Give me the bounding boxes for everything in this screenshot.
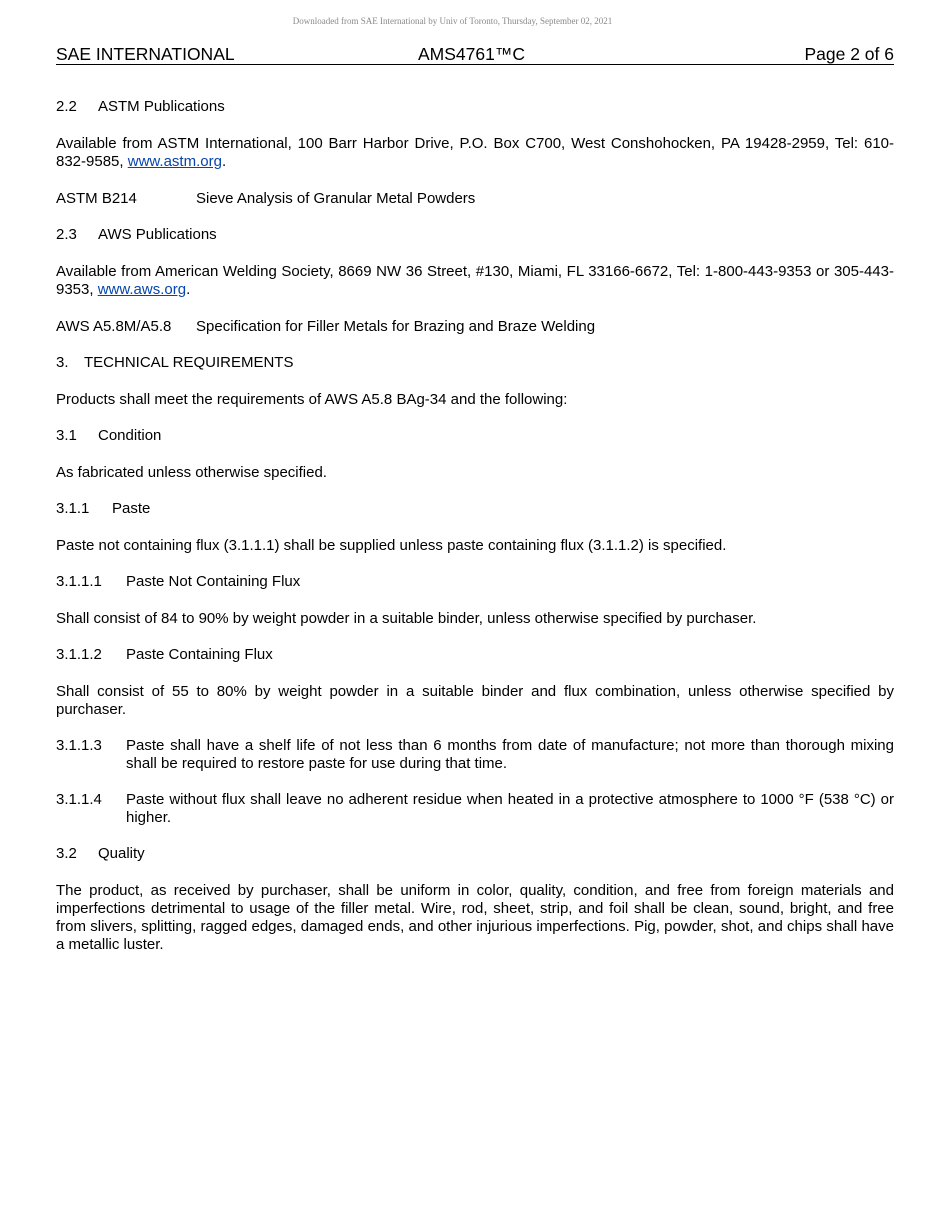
section-text: Paste shall have a shelf life of not less than 6 months from date of manufacture; not more than thorough mixing shall be required to restore paste for use during that time. — [126, 737, 894, 772]
section-number: 3.1.1.4 — [56, 791, 102, 808]
section-3-text: Products shall meet the requirements of AWS A5.8 BAg-34 and the following: — [56, 391, 568, 408]
section-title: AWS Publications — [98, 226, 217, 243]
astm-link[interactable]: www.astm.org — [127, 153, 222, 170]
page-header — [56, 44, 894, 65]
reference-aws-a5-8 — [56, 318, 894, 336]
section-number: 3. — [56, 354, 69, 371]
header-document-number: AMS4761™C — [418, 44, 525, 64]
astm-availability — [56, 135, 894, 171]
section-title: Paste Containing Flux — [126, 646, 273, 663]
availability-text: Available from American Welding Society, 8669 NW 36 Street, #130, Miami, FL 33166-6672, Tel: 1-800-443-9353 or 305-443-9353, — [56, 263, 894, 298]
section-title: Paste — [112, 500, 151, 517]
reference-code: ASTM B214 — [56, 190, 137, 207]
section-heading-3-2 — [56, 845, 894, 863]
section-number: 2.3 — [56, 226, 77, 243]
section-3-1-1-4 — [56, 791, 894, 827]
section-heading-3-1 — [56, 427, 894, 445]
section-heading-3-1-1-2 — [56, 646, 894, 664]
section-3-1-1-2-text: Shall consist of 55 to 80% by weight powder in a suitable binder and flux combination, unless otherwise specified by purchaser. — [56, 683, 894, 718]
section-title: Quality — [98, 845, 145, 862]
section-3-1-text: As fabricated unless otherwise specified. — [56, 464, 327, 481]
reference-astm-b214 — [56, 190, 894, 208]
reference-title: Sieve Analysis of Granular Metal Powders — [196, 190, 476, 207]
section-3-2-text: The product, as received by purchaser, shall be uniform in color, quality, condition, and free from foreign materials and imperfections detrimental to usage of the filler metal. Wire, rod, sheet, strip, and foil shall be clean, sound, bright, and free from slivers, splitting, ragged edges, damaged ends, and other injurious imperfections. Pig, powder, shot, and chips shall have a metallic luster. — [56, 882, 894, 953]
section-heading-3-1-1-1 — [56, 573, 894, 591]
section-number: 3.1.1 — [56, 500, 90, 517]
availability-text-end: . — [186, 281, 191, 298]
section-number: 3.1.1.1 — [56, 573, 102, 590]
section-title: Paste Not Containing Flux — [126, 573, 301, 590]
section-number: 2.2 — [56, 98, 77, 115]
document-body — [56, 98, 894, 954]
section-3-1-1-1-text: Shall consist of 84 to 90% by weight powder in a suitable binder, unless otherwise specified by purchaser. — [56, 610, 757, 627]
section-number: 3.1.1.2 — [56, 646, 102, 663]
section-3-1-1-text: Paste not containing flux (3.1.1.1) shall be supplied unless paste containing flux (3.1.1.2) is specified. — [56, 537, 727, 554]
section-number: 3.2 — [56, 845, 77, 862]
reference-title: Specification for Filler Metals for Brazing and Braze Welding — [196, 318, 596, 335]
header-page-number: Page 2 of 6 — [804, 44, 894, 64]
availability-text: Available from ASTM International, 100 Barr Harbor Drive, P.O. Box C700, West Conshohocken, PA 19428-2959, Tel: 610-832-9585, — [56, 135, 894, 170]
section-3-1-1-3 — [56, 737, 894, 773]
section-heading-2-2 — [56, 98, 894, 116]
download-watermark: Downloaded from SAE International by Univ of Toronto, Thursday, September 02, 2021 — [292, 16, 613, 26]
section-number: 3.1.1.3 — [56, 737, 102, 754]
aws-availability — [56, 263, 894, 299]
header-organization: SAE INTERNATIONAL — [56, 44, 235, 64]
reference-code: AWS A5.8M/A5.8 — [56, 318, 172, 335]
section-heading-3-1-1 — [56, 500, 894, 518]
availability-text-end: . — [221, 153, 227, 170]
section-number: 3.1 — [56, 427, 77, 444]
section-title: TECHNICAL REQUIREMENTS — [84, 354, 294, 371]
aws-link[interactable]: www.aws.org — [97, 281, 187, 298]
section-title: Condition — [98, 427, 162, 444]
section-text: Paste without flux shall leave no adherent residue when heated in a protective atmosphere to 1000 °F (538 °C) or higher. — [126, 791, 894, 826]
section-heading-3 — [56, 354, 894, 372]
section-heading-2-3 — [56, 226, 894, 244]
section-title: ASTM Publications — [98, 98, 225, 115]
